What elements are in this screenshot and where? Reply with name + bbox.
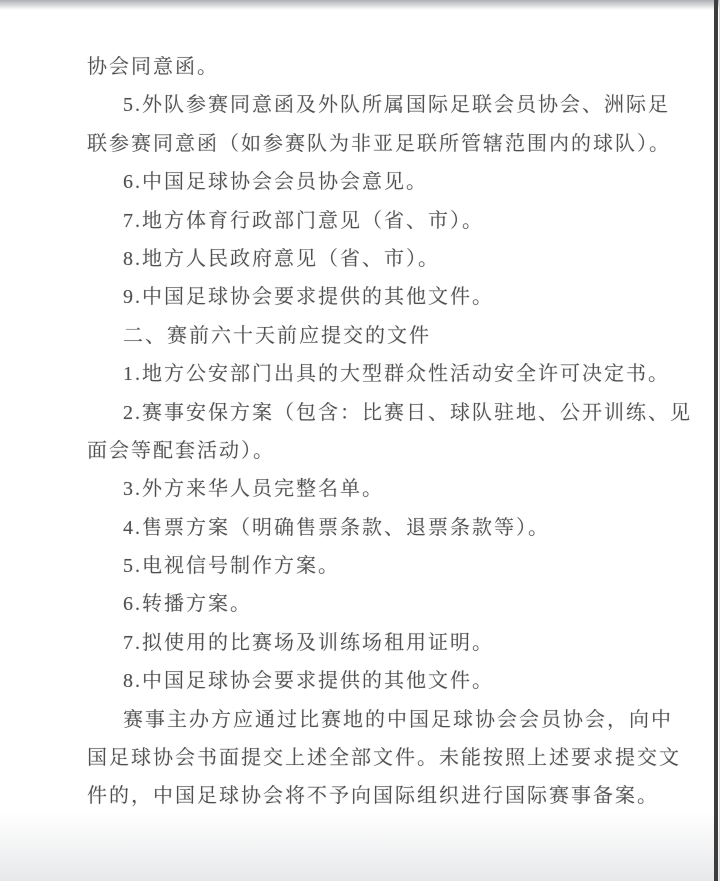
page-bottom-scan-shadow	[0, 811, 720, 881]
text-line: 协会同意函。	[87, 56, 219, 78]
text-line: 件的，中国足球协会将不予向国际组织进行国际赛事备案。	[87, 785, 659, 808]
text-line: 联参赛同意函（如参赛队为非亚足联所管辖范围内的球队）。	[87, 132, 671, 155]
text-line: 5.外队参赛同意函及外队所属国际足联会员协会、洲际足	[123, 94, 670, 117]
text-line: 2.赛事安保方案（包含：比赛日、球队驻地、公开训练、见	[123, 401, 692, 424]
page-right-edge-line	[714, 0, 718, 881]
text-line: 7.拟使用的比赛场及训练场租用证明。	[123, 631, 494, 654]
section-heading: 二、赛前六十天前应提交的文件	[123, 324, 431, 347]
text-line: 4.售票方案（明确售票条款、退票条款等）。	[123, 516, 550, 539]
text-line: 3.外方来华人员完整名单。	[123, 478, 384, 501]
text-line: 国足球协会书面提交上述全部文件。未能按照上述要求提交文	[87, 747, 681, 770]
text-line: 9.中国足球协会要求提供的其他文件。	[123, 286, 494, 309]
text-line: 8.中国足球协会要求提供的其他文件。	[123, 670, 494, 693]
text-line: 面会等配套活动）。	[87, 439, 275, 462]
text-line: 6.转播方案。	[123, 593, 252, 616]
text-line: 6.中国足球协会会员协会意见。	[123, 171, 428, 194]
text-line: 1.地方公安部门出具的大型群众性活动安全许可决定书。	[123, 363, 670, 386]
text-line: 5.电视信号制作方案。	[123, 555, 340, 578]
text-line: 8.地方人民政府意见（省、市）。	[123, 247, 440, 270]
text-line: 赛事主办方应通过比赛地的中国足球协会会员协会，向中	[123, 708, 673, 731]
text-line: 7.地方体育行政部门意见（省、市）。	[123, 209, 484, 232]
